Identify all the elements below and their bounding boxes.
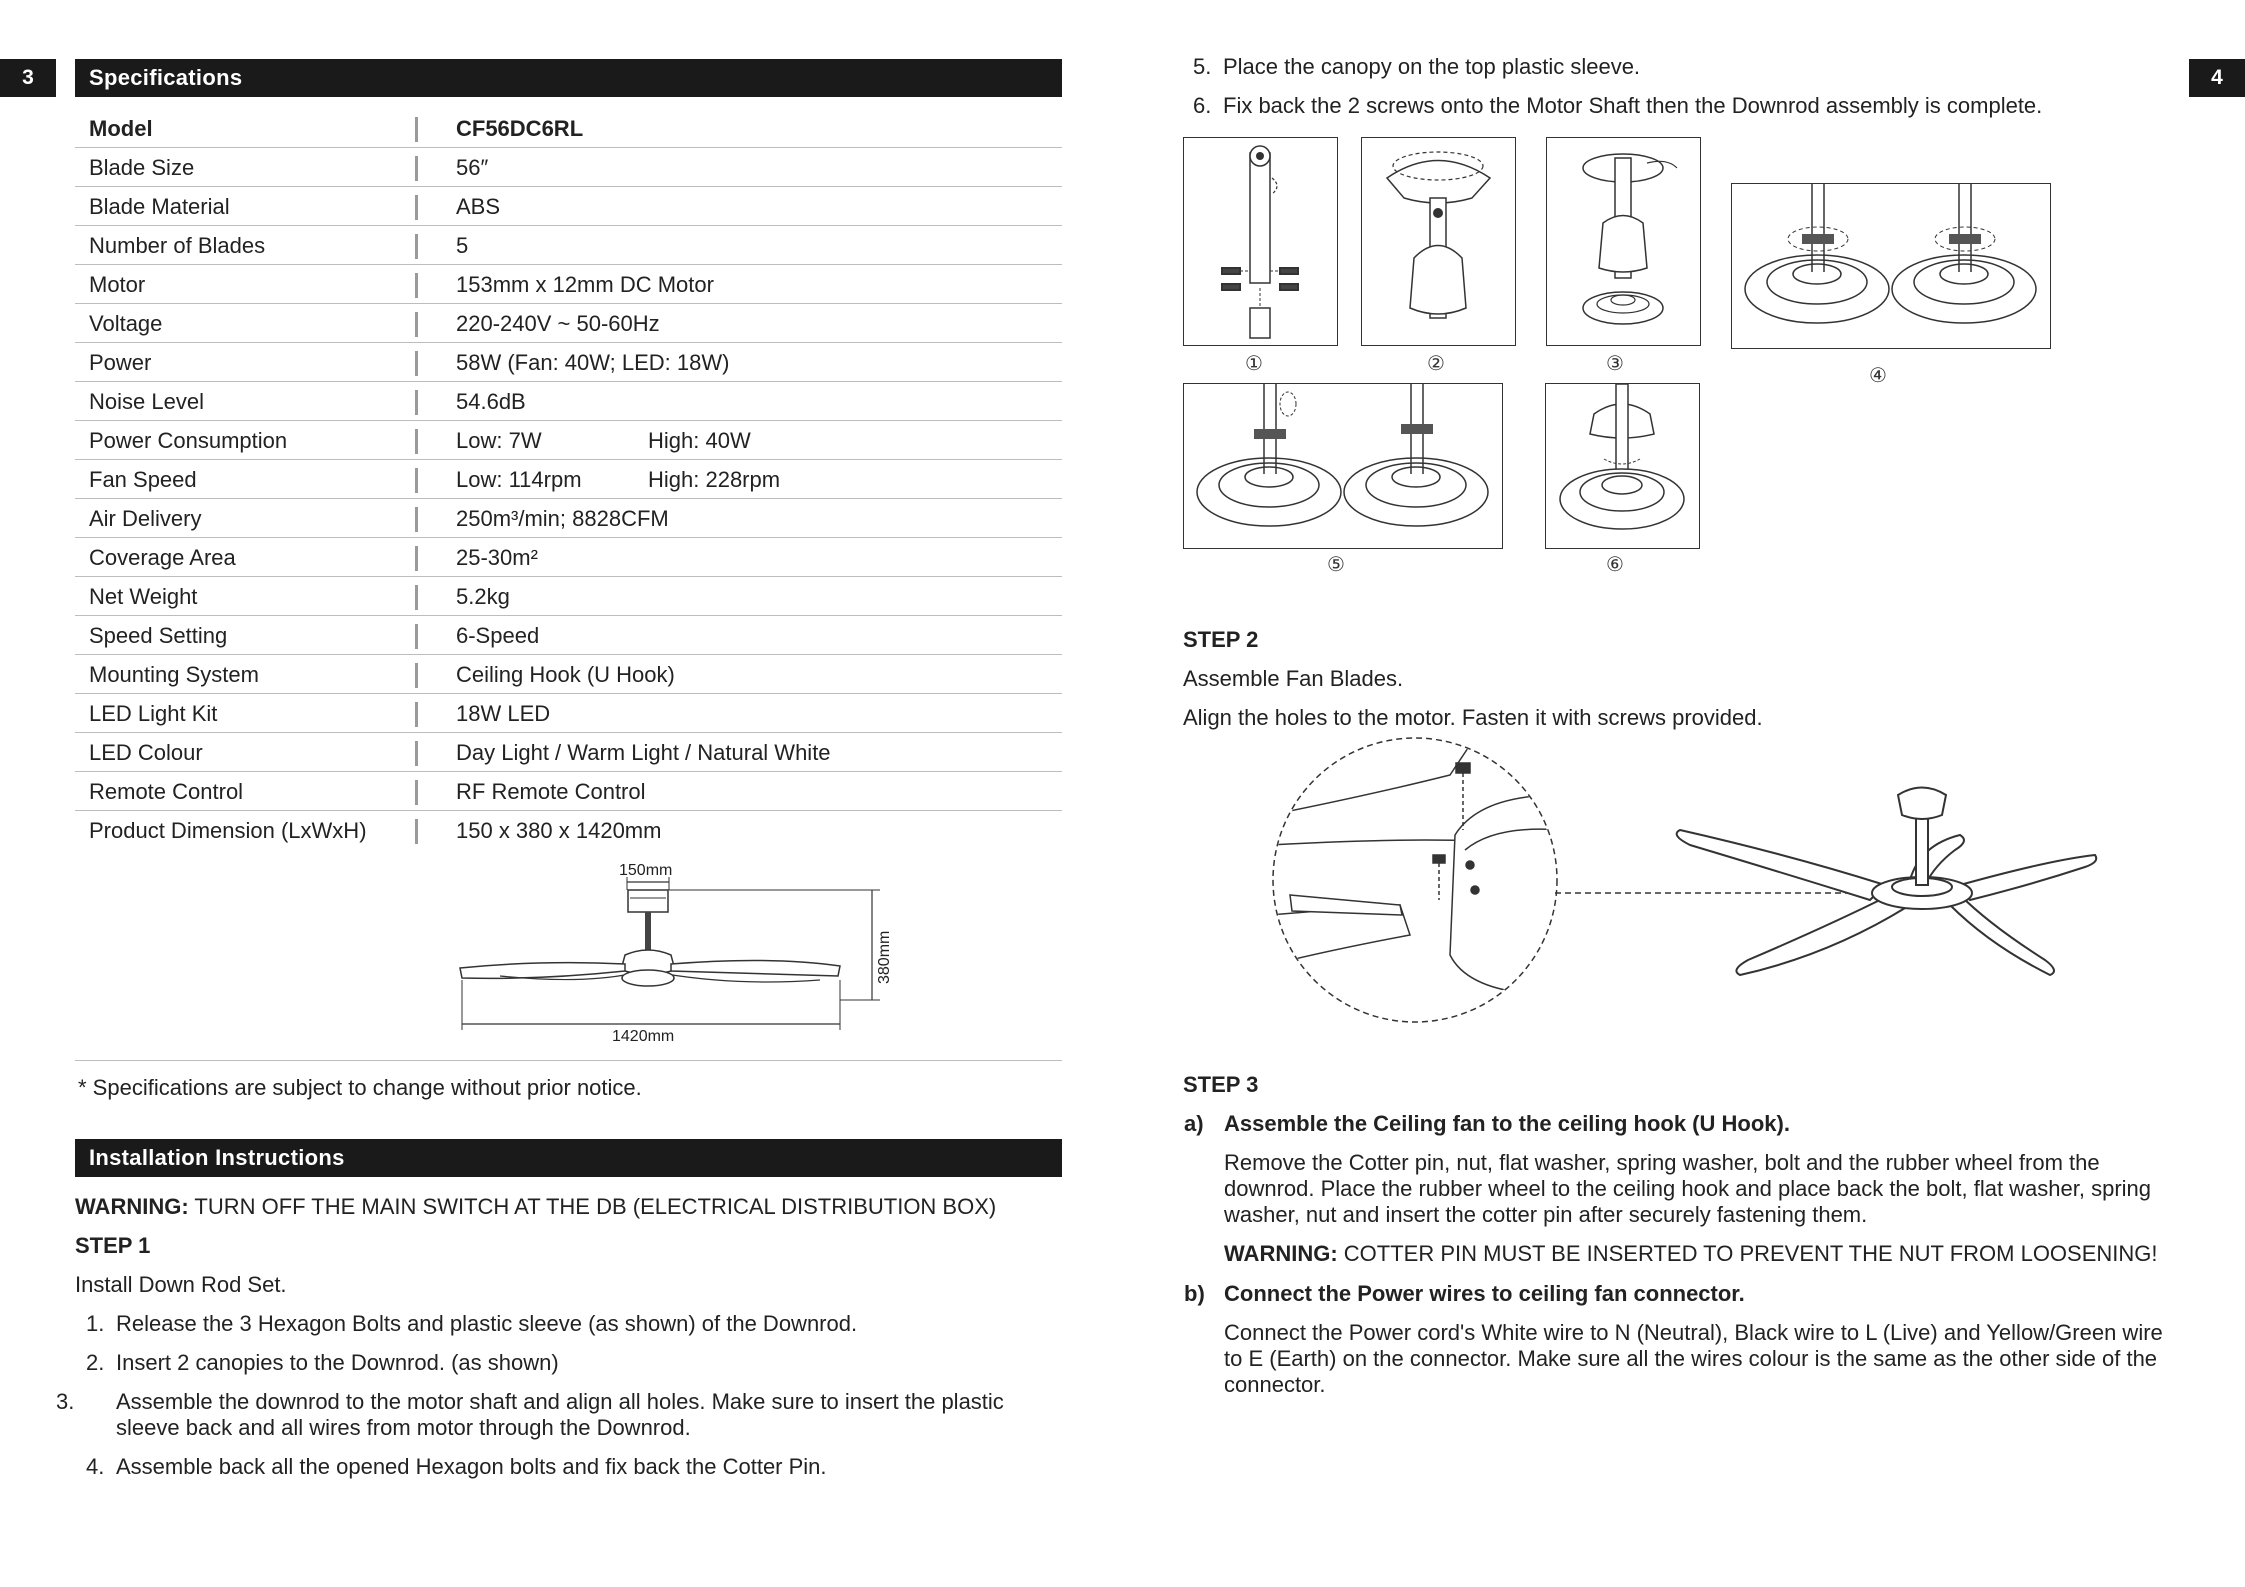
spec-row: [75, 499, 1062, 538]
spec-value-secondary: High: 228rpm: [648, 467, 781, 492]
fan-dimension-drawing: [440, 860, 920, 1055]
column-divider: [415, 741, 418, 766]
figure-label-3: ③: [1606, 353, 1624, 375]
step1-figure-1: [1183, 137, 1338, 346]
step1-item-6: 6. Fix back the 2 screws onto the Motor Shaft then the Downrod assembly is complete.: [1193, 93, 2043, 118]
column-divider: [415, 273, 418, 298]
spec-label: Fan Speed: [89, 467, 197, 492]
spec-row: [75, 694, 1062, 733]
step1-figure-5: [1183, 383, 1503, 549]
warning-label: WARNING:: [1224, 1241, 1338, 1266]
spec-label: Product Dimension (LxWxH): [89, 818, 367, 843]
spec-row: [75, 616, 1062, 655]
spec-label: Noise Level: [89, 389, 204, 414]
blade-assembly-illustration: [1270, 735, 2110, 1025]
figure-label-6: ⑥: [1606, 554, 1624, 576]
installation-title: Installation Instructions: [75, 1139, 1062, 1177]
spec-row: [75, 811, 1062, 849]
spec-label: Remote Control: [89, 779, 244, 804]
spec-value: ABS: [456, 194, 501, 219]
warning-text: TURN OFF THE MAIN SWITCH AT THE DB (ELECTRICAL DISTRIBUTION BOX): [194, 1194, 997, 1219]
spec-row: [75, 187, 1062, 226]
step1-figure-3: [1546, 137, 1701, 346]
spec-row: [75, 772, 1062, 811]
dimension-top-label: 150mm: [619, 862, 673, 879]
spec-label: Motor: [89, 272, 146, 297]
column-divider: [415, 780, 418, 805]
spec-row: [75, 382, 1062, 421]
specifications-title: Specifications: [75, 59, 1062, 97]
column-divider: [415, 507, 418, 532]
spec-value: 56″: [456, 155, 489, 180]
page-number-right: 4: [2189, 59, 2245, 97]
spec-value: 153mm x 12mm DC Motor: [456, 272, 714, 297]
spec-row: [75, 226, 1062, 265]
step1-figure-2: [1361, 137, 1516, 346]
spec-value: 250m³/min; 8828CFM: [456, 506, 669, 531]
spec-row: [75, 265, 1062, 304]
column-divider: [415, 585, 418, 610]
spec-value: 54.6dB: [456, 389, 526, 414]
step2-title: Assemble Fan Blades.: [1183, 666, 1404, 691]
warning-text: COTTER PIN MUST BE INSERTED TO PREVENT THE NUT FROM LOOSENING!: [1343, 1241, 2158, 1266]
step3-a-marker: a): [1184, 1111, 1204, 1136]
spec-row: [75, 538, 1062, 577]
spec-label: Number of Blades: [89, 233, 266, 258]
column-divider: [415, 663, 418, 688]
step1-figure-6: [1545, 383, 1700, 549]
figure-label-5: ⑤: [1327, 554, 1345, 576]
step1-figure-4: [1731, 183, 2051, 349]
spec-row: [75, 460, 1062, 499]
spec-label: Mounting System: [89, 662, 259, 687]
spec-value: 5: [456, 233, 469, 258]
step3-a-title: Assemble the Ceiling fan to the ceiling hook (U Hook).: [1224, 1111, 1790, 1136]
step1-label: STEP 1: [75, 1233, 151, 1258]
step1-item-1: 1. Release the 3 Hexagon Bolts and plastic sleeve (as shown) of the Downrod.: [86, 1311, 858, 1336]
divider: [75, 1060, 1062, 1061]
column-divider: [415, 624, 418, 649]
column-divider: [415, 156, 418, 181]
spec-value: 6-Speed: [456, 623, 540, 648]
spec-row: [75, 655, 1062, 694]
step3-a-warning: [1224, 1241, 2158, 1267]
column-divider: [415, 468, 418, 493]
step3-a-text: Remove the Cotter pin, nut, flat washer, spring washer, bolt and the rubber wheel from the downrod. Place the rubber wheel to the ceiling hook and place back the bolt, flat washer, spring washer, nut and insert the cotter pin after securely fastening them.: [1224, 1150, 2152, 1227]
column-divider: [415, 117, 418, 142]
column-divider: [415, 429, 418, 454]
column-divider: [415, 234, 418, 259]
step3-b-text: Connect the Power cord's White wire to N (Neutral), Black wire to L (Live) and Yellow/Green wire to E (Earth) on the connector. Make sure all the wires colour is the same as the other side of the connector.: [1224, 1320, 2163, 1397]
spec-value: Ceiling Hook (U Hook): [456, 662, 675, 687]
spec-value-secondary: High: 40W: [648, 428, 751, 453]
spec-label: LED Light Kit: [89, 701, 218, 726]
spec-value: Low: 7W: [456, 428, 542, 453]
spec-label: LED Colour: [89, 740, 203, 765]
column-divider: [415, 546, 418, 571]
spec-value: 150 x 380 x 1420mm: [456, 818, 662, 843]
spec-value: 5.2kg: [456, 584, 510, 609]
spec-label: Power Consumption: [89, 428, 288, 453]
spec-row: [75, 577, 1062, 616]
step3-b-marker: b): [1184, 1281, 1205, 1306]
spec-row: [75, 421, 1062, 460]
spec-label: Voltage: [89, 311, 163, 336]
warning-line: [75, 1194, 996, 1220]
spec-label: Net Weight: [89, 584, 198, 609]
step3-b-title: Connect the Power wires to ceiling fan connector.: [1224, 1281, 1745, 1306]
spec-label: Coverage Area: [89, 545, 236, 570]
spec-row: [75, 733, 1062, 772]
column-divider: [415, 312, 418, 337]
column-divider: [415, 819, 418, 844]
figure-label-2: ②: [1427, 353, 1445, 375]
step2-text: Align the holes to the motor. Fasten it with screws provided.: [1183, 705, 1763, 730]
spec-label: Air Delivery: [89, 506, 202, 531]
column-divider: [415, 351, 418, 376]
step3-label: STEP 3: [1183, 1072, 1259, 1097]
spec-value: CF56DC6RL: [456, 116, 584, 141]
spec-value: 220-240V ~ 50-60Hz: [456, 311, 660, 336]
step1-item-5: 5. Place the canopy on the top plastic sleeve.: [1193, 54, 1641, 79]
spec-value: Low: 114rpm: [456, 467, 582, 492]
spec-value: 18W LED: [456, 701, 551, 726]
step1-title: Install Down Rod Set.: [75, 1272, 287, 1297]
spec-label: Power: [89, 350, 152, 375]
figure-label-1: ①: [1245, 353, 1263, 375]
spec-value: Day Light / Warm Light / Natural White: [456, 740, 831, 765]
column-divider: [415, 195, 418, 220]
spec-row: [75, 148, 1062, 187]
figure-label-4: ④: [1869, 365, 1887, 387]
step1-item-4: 4. Assemble back all the opened Hexagon bolts and fix back the Cotter Pin.: [86, 1454, 827, 1479]
step1-item-2: 2. Insert 2 canopies to the Downrod. (as shown): [86, 1350, 559, 1375]
page-number-left: 3: [0, 59, 56, 97]
step2-label: STEP 2: [1183, 627, 1259, 652]
spec-header-row: [75, 109, 1062, 148]
spec-note: * Specifications are subject to change without prior notice.: [78, 1075, 642, 1100]
column-divider: [415, 702, 418, 727]
spec-label: Blade Size: [89, 155, 195, 180]
dimension-height-label: 380mm: [876, 930, 893, 984]
spec-row: [75, 304, 1062, 343]
spec-label: Blade Material: [89, 194, 230, 219]
spec-label: Speed Setting: [89, 623, 228, 648]
spec-value: 58W (Fan: 40W; LED: 18W): [456, 350, 730, 375]
dimension-width-label: 1420mm: [612, 1028, 675, 1045]
column-divider: [415, 390, 418, 415]
step1-item-3: 3. Assemble the downrod to the motor shaft and align all holes. Make sure to insert the plastic sleeve back and all wires from motor through the Downrod.: [56, 1389, 1004, 1440]
spec-value: 25-30m²: [456, 545, 538, 570]
warning-label: WARNING:: [75, 1194, 189, 1219]
spec-label: Model: [89, 116, 153, 141]
spec-value: RF Remote Control: [456, 779, 646, 804]
spec-row: [75, 343, 1062, 382]
